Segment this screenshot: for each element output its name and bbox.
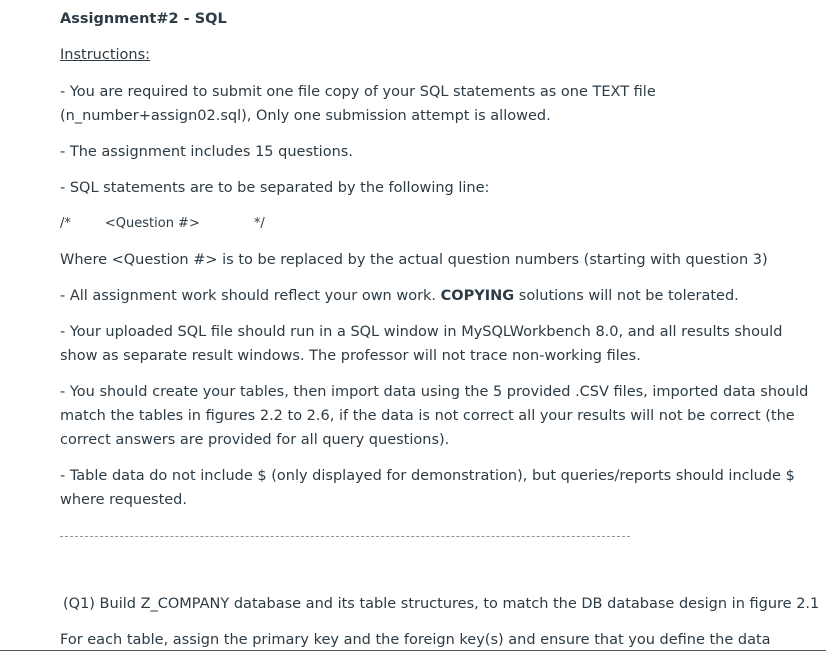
bottom-border [0,650,826,651]
question-1-continued: For each table, assign the primary key and the foreign key(s) and ensure that you define the data [60,632,771,648]
separator-question: <Question #> [104,216,200,231]
instruction-import-line1: - You should create your tables, then import data using the 5 provided .CSV files, imported data should [60,384,809,400]
instruction-dollar-line1: - Table data do not include $ (only displayed for demonstration), but queries/reports should include $ [60,468,795,484]
copying-emphasis: COPYING [440,288,515,304]
question-1: (Q1) Build Z_COMPANY database and its table structures, to match the DB database design in figure 2.1 [63,596,820,612]
instruction-submission-line2: (n_number+assign02.sql), Only one submission attempt is allowed. [60,108,551,124]
instruction-import-line3: correct answers are provided for all query questions). [60,432,450,448]
page-title: Assignment#2 - SQL [60,11,227,27]
separator-open: /* [60,216,71,231]
instruction-mysql-line1: - Your uploaded SQL file should run in a SQL window in MySQLWorkbench 8.0, and all results should [60,324,783,340]
instruction-question-count: - The assignment includes 15 questions. [60,144,353,160]
separator-line-example [60,216,265,231]
own-work-text-end: solutions will not be tolerated. [514,288,739,304]
instruction-question-numbers: Where <Question #> is to be replaced by the actual question numbers (starting with question 3) [60,252,768,268]
separator-close: */ [253,216,265,231]
instruction-own-work [60,284,739,308]
instruction-mysql-line2: show as separate result windows. The professor will not trace non-working files. [60,348,641,364]
instruction-dollar-sign [60,464,795,512]
instructions-heading: Instructions: [60,47,151,63]
instruction-dollar-line2: where requested. [60,492,187,508]
instruction-mysql-workbench [60,320,782,368]
own-work-text: - All assignment work should reflect your own work. [60,288,441,304]
dashed-divider [60,536,630,537]
instruction-submission [60,80,656,128]
instruction-import-data [60,380,808,452]
instruction-import-line2: match the tables in figures 2.2 to 2.6, if the data is not correct all your results will not be correct (the [60,408,795,424]
instruction-separator: - SQL statements are to be separated by the following line: [60,180,490,196]
instruction-submission-line1: - You are required to submit one file copy of your SQL statements as one TEXT file [60,84,656,100]
